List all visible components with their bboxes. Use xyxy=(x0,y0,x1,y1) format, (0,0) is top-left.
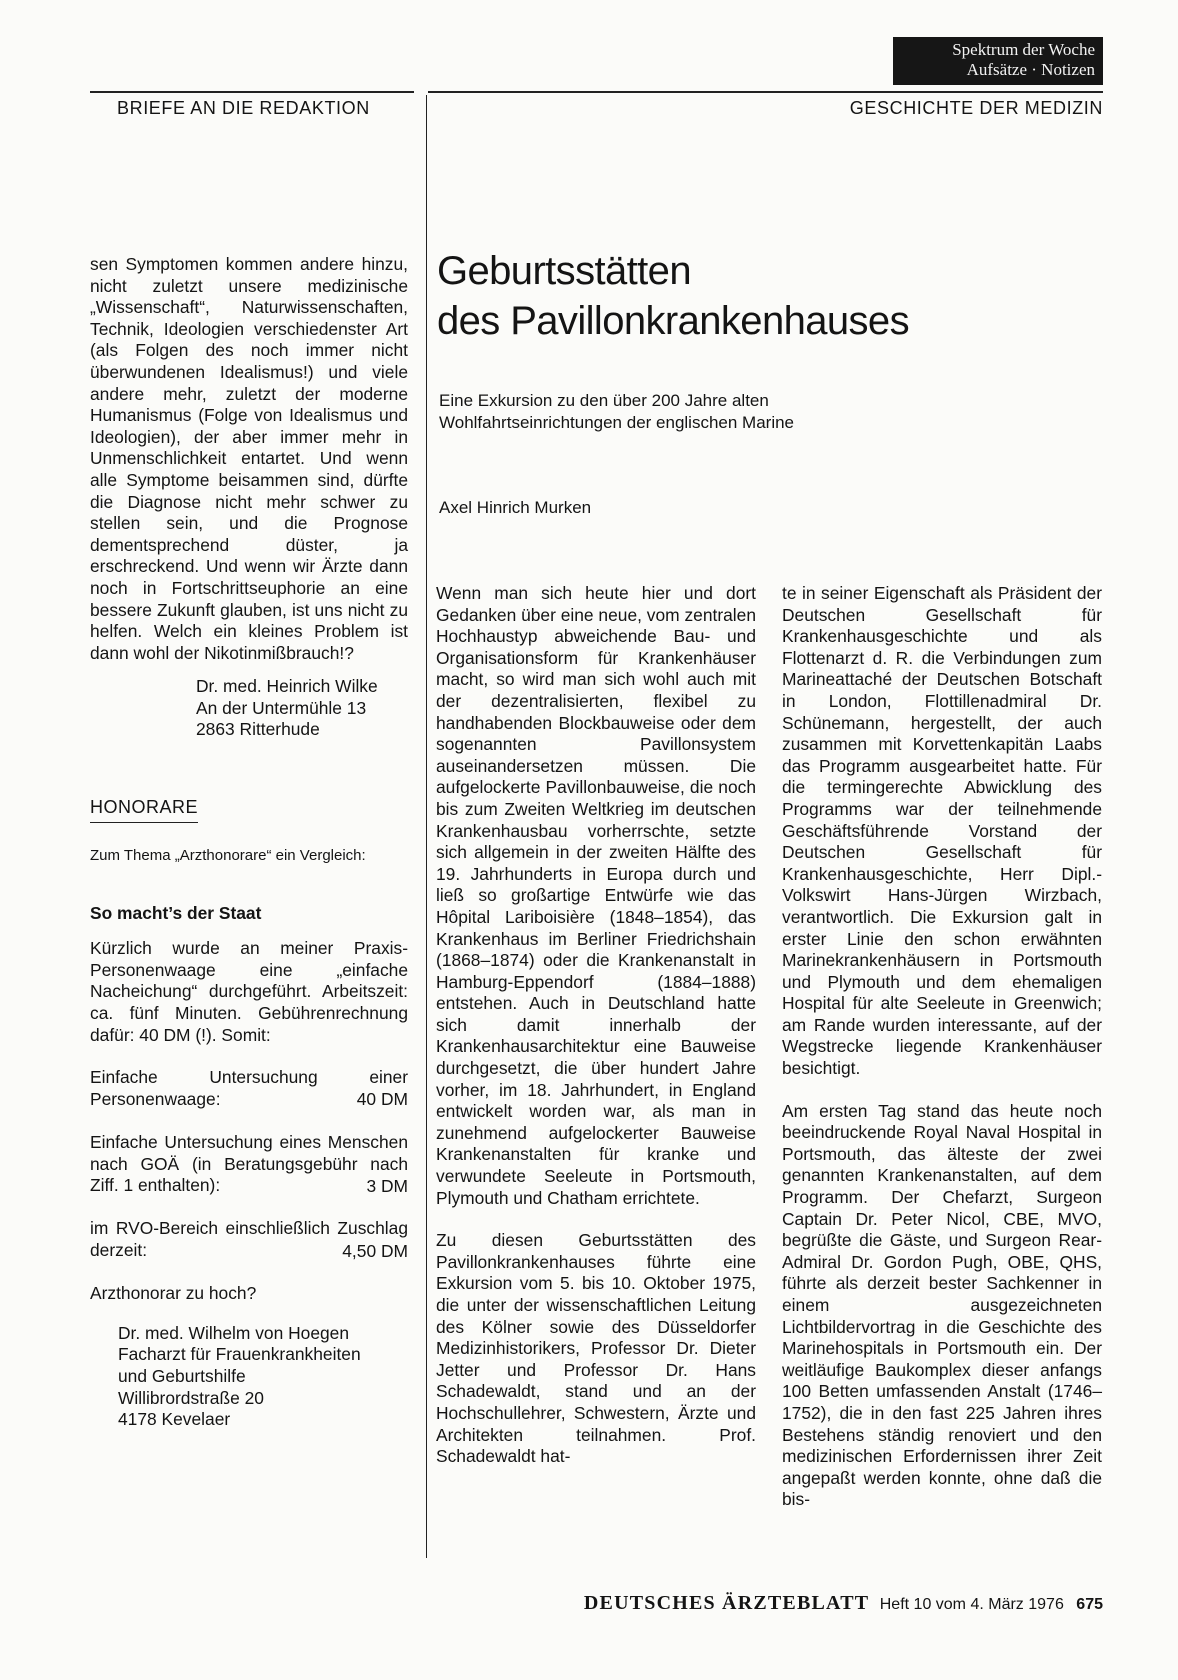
page-footer xyxy=(584,1592,1103,1615)
article-column-2 xyxy=(782,583,1102,1511)
letter-body: sen Symptomen kommen andere hinzu, nicht zuletzt unsere medizinische „Wissenschaft“, Naturwissenschaften, Technik, Ideologien verschiedenster Art (als Folgen des noch immer nicht überwundenen Idealismus!) und viele andere mehr, zuletzt der moderne Humanismus (Folge von Idealismus und Ideologien), der aber immer mehr in Unmenschlichkeit entartet. Und wenn alle Symptome beisammen sind, dürfte die Diagnose nicht mehr schwer zu stellen sein, und die Prognose dementsprechend düster, ja erschreckend. Und wenn wir Ärzte dann noch in Fortschrittseuphorie an eine bessere Zukunft glauben, ist uns nicht zu helfen. Welch ein kleines Problem ist dann wohl der Nikotinmißbrauch!? xyxy=(90,254,408,663)
badge-line-1: Spektrum der Woche xyxy=(952,40,1095,59)
honorare-heading-text: HONORARE xyxy=(90,797,199,818)
honorare-intro: Zum Thema „Arzthonorare“ ein Vergleich: xyxy=(90,846,366,864)
article-author: Axel Hinrich Murken xyxy=(439,498,592,517)
header-rule-left xyxy=(90,91,414,93)
page-number: 675 xyxy=(1076,1596,1103,1613)
honorare-heading xyxy=(90,797,198,823)
left-section-heading: BRIEFE AN DIE REDAKTION xyxy=(117,98,370,118)
comparison-amount-3: 4,50 DM xyxy=(342,1240,408,1261)
honorare-signature xyxy=(90,1323,408,1431)
signature-line: Willibrordstraße 20 xyxy=(118,1387,264,1408)
issue-info: Heft 10 vom 4. März 1976 xyxy=(879,1596,1064,1613)
comparison-item-3: im RVO-Bereich einschließlich Zuschlag derzeit: xyxy=(90,1218,408,1260)
article-paragraph: Wenn man sich heute hier und dort Gedanken über eine neue, vom zentralen Hochhaustyp abweichende Bau- und Organisationsform für Krankenhäuser macht, so wird man sich wohl auch mit der dezentralisierten, flexibel zu handhabenden Blockbauweise oder dem sogenannten Pavillonsystem auseinandersetzen müssen. Die aufgelockerte Pavillonbauweise, die noch bis zum Zweiten Weltkrieg im deutschen Krankenhausbau vorherrschte, setzte sich allgemein in der zweiten Hälfte des 19. Jahrhunderts in Europa durch und ließ so großartige Entwürfe wie das Hôpital Lariboisière (1848–1854), das Krankenhaus im Berliner Friedrichshain (1868–1874) oder die Krankenanstalt in Hamburg-Eppendorf (1884–1888) entstehen. Auch in Deutschland hatte sich damit innerhalb der Krankenhausarchitektur eine Bauweise durchgesetzt, die über hundert Jahre vorher, im 18. Jahrhundert, in England entwickelt worden war, als man in zunehmend aufgelockerter Bauweise Krankenanstalten für kranke und verwundete Seeleute in Portsmouth, Plymouth und Chatham errichtete. xyxy=(436,583,757,1208)
article-title-line-1: Geburtsstätten xyxy=(437,249,691,293)
honorare-body: Kürzlich wurde an meiner Praxis-Personenwaage eine „einfache Nacheichung“ durchgeführt. Arbeitszeit: ca. fünf Minuten. Gebührenrechnung dafür: 40 DM (!). Somit: xyxy=(90,938,408,1045)
article-title-line-2: des Pavillonkrankenhauses xyxy=(437,299,909,343)
comparison-item-2: Einfache Untersuchung eines Menschen nach GOÄ (in Beratungsgebühr nach Ziff. 1 enthalten): xyxy=(90,1132,408,1196)
article-paragraph: te in seiner Eigenschaft als Präsident der Deutschen Gesellschaft für Krankenhausgeschichte und als Flottenarzt d. R. die Verbindungen zum Marineattaché der Deutschen Botschaft in London, Flottillenadmiral Dr. Schünemann, hergestellt, der auch zusammen mit Korvettenkapitän Laabs das Programm ausgearbeitet hatte. Für die termingerechte Abwicklung des Programms war der teilnehmende Geschäftsführende Vorstand der Deutschen Gesellschaft für Krankenhausgeschichte, Herr Dipl.-Volkswirt Hans-Jürgen Wirzbach, verantwortlich. Die Exkursion galt in erster Linie den schon erwähnten Marinekrankenhäusern in Portsmouth und Plymouth und dem ehemaligen Hospital für alte Seeleute in Greenwich; am Rande wurden interessante, auf der Wegstrecke liegende Krankenhäuser besichtigt. xyxy=(782,583,1102,1079)
badge-line-2: Aufsätze · Notizen xyxy=(966,60,1095,79)
comparison-amount-2: 3 DM xyxy=(366,1175,408,1196)
honorare-subheading: So macht’s der Staat xyxy=(90,902,262,923)
spacer xyxy=(90,1046,408,1067)
right-section-heading: GESCHICHTE DER MEDIZIN xyxy=(849,98,1103,118)
article-subtitle-line-2: Wohlfahrtseinrichtungen der englischen Marine xyxy=(439,413,794,432)
article-paragraph: Am ersten Tag stand das heute noch beeindruckende Royal Naval Hospital in Portsmouth, das älteste der zwei genannten Krankenanstalten, auf dem Programm. Der Chefarzt, Surgeon Captain Dr. Peter Nicol, CBE, MVO, begrüßte die Gäste, und Surgeon Rear-Admiral Dr. Gordon Pugh, OBE, QHS, führte als derzeit bester Sachkenner in einem ausgezeichneten Lichtbildervortrag in die Geschichte des Marinehospitals in Portsmouth ein. Der weitläufige Baukomplex dieser anfangs 100 Betten umfassenden Anstalt (1746–1752), die in den fast 225 Jahren ihres Bestehens ständig renoviert und den medizinischen Erfordernissen ihrer Zeit angepaßt werden konnte, ohne daß die bis- xyxy=(782,1100,1102,1510)
signature-line: 2863 Ritterhude xyxy=(196,719,320,740)
comparison-item-1: Einfache Untersuchung einer Personenwaage: xyxy=(90,1067,408,1109)
signature-line: An der Untermühle 13 xyxy=(196,697,367,718)
article-title xyxy=(437,246,1097,346)
spacer xyxy=(90,1111,408,1132)
article-paragraph: Zu diesen Geburtsstätten des Pavillonkrankenhauses führte eine Exkursion vom 5. bis 10. Oktober 1975, die unter der wissenschaftlichen Leitung des Kölner sowie des Düsseldorfer Medizinhistorikers, Professor Dr. Dieter Jetter und Professor Dr. Hans Schadewaldt, stand und an der Hochschullehrer, Schwestern, Ärzte und Architekten teilnahmen. Prof. Schadewaldt hat- xyxy=(436,1230,756,1467)
letter-signature xyxy=(90,676,408,741)
letters-column xyxy=(90,254,408,1431)
signature-line: 4178 Kevelaer xyxy=(118,1409,231,1430)
spacer xyxy=(90,1197,408,1218)
comparison-amount-1: 40 DM xyxy=(356,1089,408,1110)
header-rule-right xyxy=(428,91,1103,93)
article-subtitle-line-1: Eine Exkursion zu den über 200 Jahre alten xyxy=(439,391,769,410)
honorare-question: Arzthonorar zu hoch? xyxy=(90,1283,257,1304)
signature-line: Facharzt für Frauenkrankheiten xyxy=(118,1344,361,1365)
signature-line: Dr. med. Wilhelm von Hoegen xyxy=(118,1322,350,1343)
article-subtitle xyxy=(439,390,1079,434)
section-badge xyxy=(893,37,1103,85)
masthead: DEUTSCHES ÄRZTEBLATT xyxy=(583,1592,870,1614)
spacer xyxy=(90,1262,408,1283)
signature-line: Dr. med. Heinrich Wilke xyxy=(196,676,378,697)
column-divider xyxy=(426,95,427,1558)
article-column-1 xyxy=(436,583,756,1468)
signature-line: und Geburtshilfe xyxy=(118,1365,246,1386)
